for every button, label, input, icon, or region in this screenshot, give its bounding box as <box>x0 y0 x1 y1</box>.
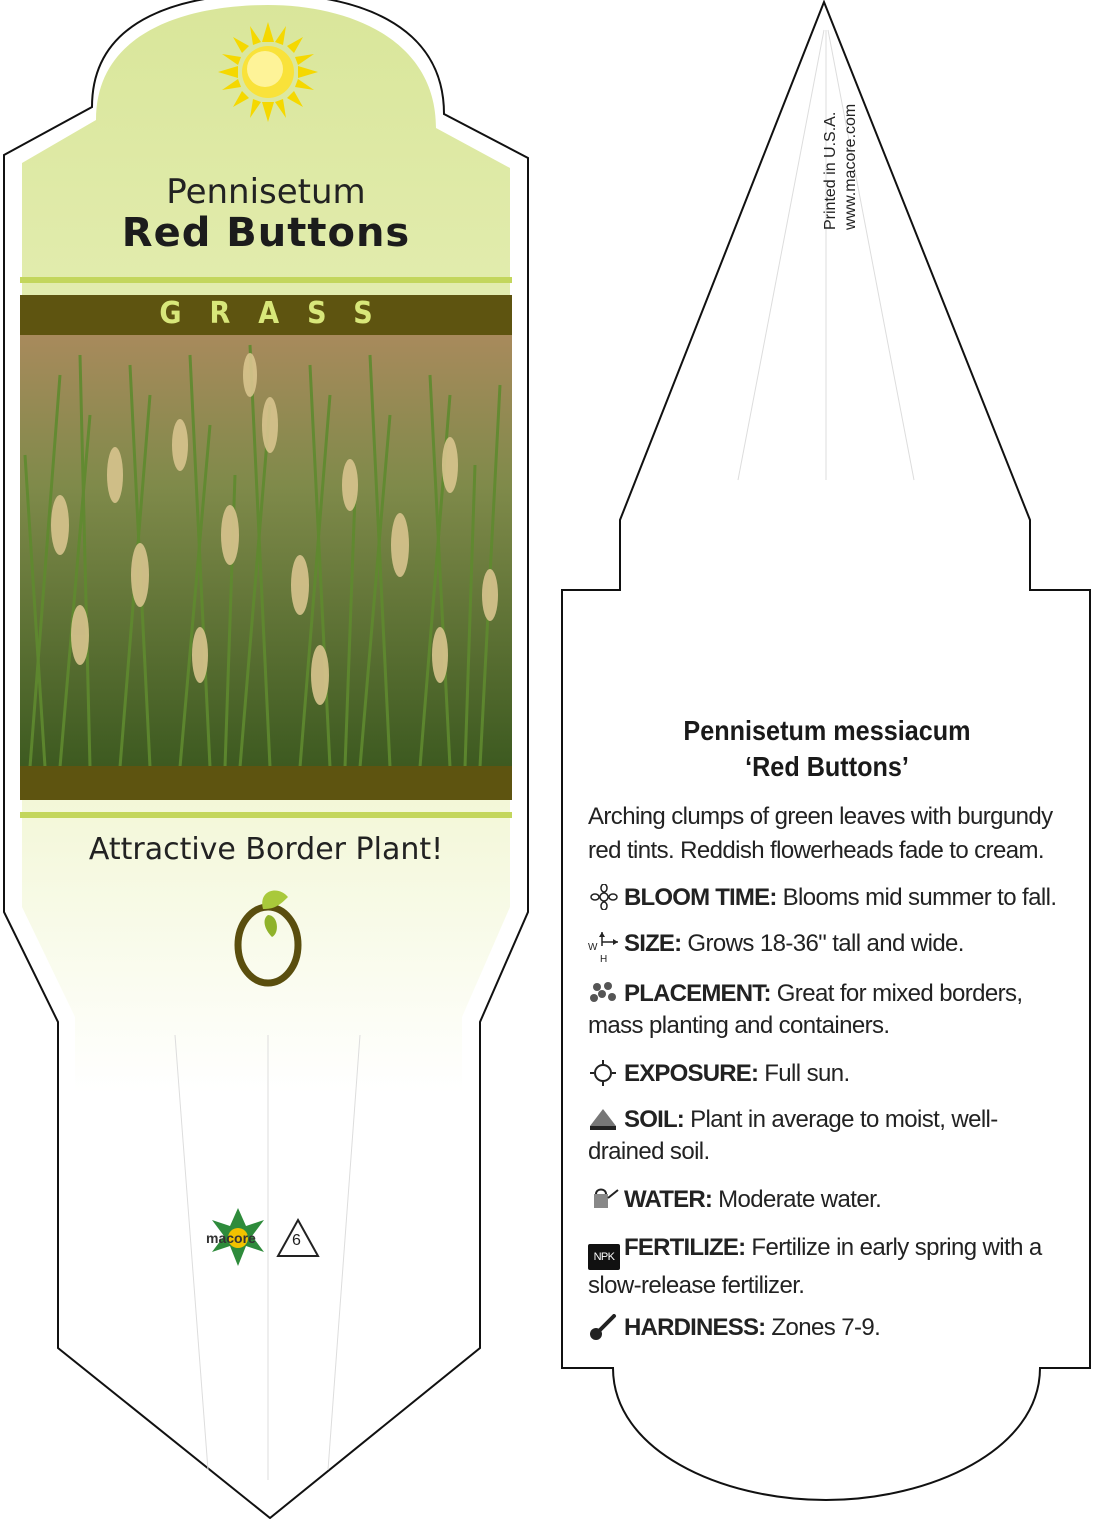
printed-in: Printed in U.S.A. <box>822 111 839 230</box>
size-icon: W H <box>588 930 620 956</box>
plant-photo <box>20 335 512 767</box>
front-variety: Red Buttons <box>121 210 411 256</box>
placement-icon <box>588 980 620 1006</box>
detail-water: WATER: Moderate water. <box>588 1184 1068 1216</box>
flower-icon <box>588 884 620 910</box>
watering-can-icon <box>588 1186 620 1212</box>
website: www.macore.com <box>842 103 859 230</box>
tagline: Attractive Border Plant! <box>88 832 444 867</box>
front-genus: Pennisetum <box>166 172 366 212</box>
detail-hardiness: HARDINESS: Zones 7-9. <box>588 1312 1068 1344</box>
soil-icon <box>588 1106 620 1132</box>
brand-name: macore <box>206 1230 256 1246</box>
detail-bloom-time: BLOOM TIME: Blooms mid summer to fall. <box>588 882 1068 914</box>
description: Arching clumps of green leaves with burgundy red tints. Reddish flowerheads fade to cream. <box>588 803 1053 864</box>
detail-exposure: EXPOSURE: Full sun. <box>588 1058 1068 1090</box>
thermometer-icon <box>588 1314 620 1340</box>
sun-icon <box>218 22 318 122</box>
photo-bottom-band <box>20 766 512 800</box>
scientific-name: Pennisetum messiacum <box>683 715 971 746</box>
cultivar-name: ‘Red Buttons’ <box>745 751 909 782</box>
stripe-bottom <box>20 812 512 818</box>
stripe-top <box>20 277 512 283</box>
npk-icon: NPK <box>588 1244 620 1270</box>
detail-size: W H SIZE: Grows 18-36" tall and wide. <box>588 930 964 965</box>
sun-outline-icon <box>588 1060 620 1086</box>
detail-soil: SOIL: Plant in average to moist, well-drained soil. <box>588 1106 998 1165</box>
detail-fertilize: NPK FERTILIZE: Fertilize in early spring with a slow-release fertilizer. <box>588 1234 1042 1299</box>
detail-placement: PLACEMENT: Great for mixed borders, mass planting and containers. <box>588 980 1023 1039</box>
recycle-code: 6 <box>292 1232 301 1249</box>
category-label: GRASS <box>159 296 401 331</box>
printed-info <box>822 60 859 230</box>
